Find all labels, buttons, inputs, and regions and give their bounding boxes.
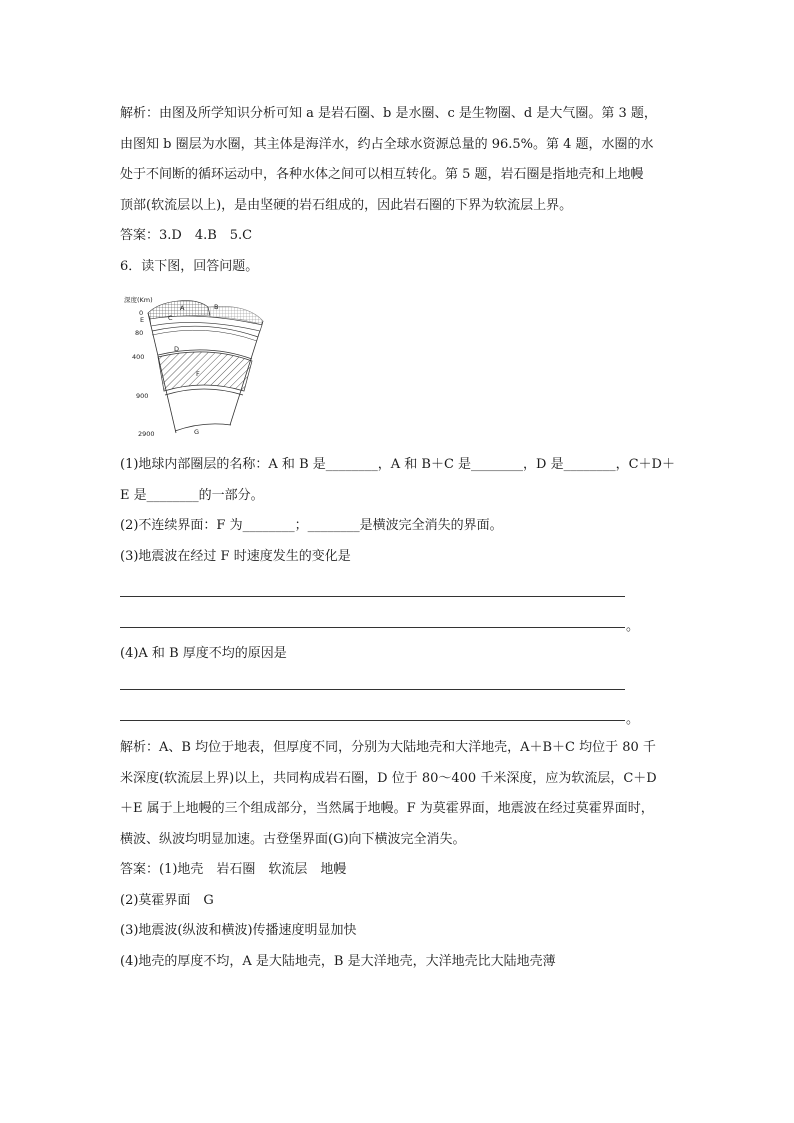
- layer-label-f: F: [196, 370, 200, 378]
- layer-label-a: A: [180, 304, 185, 312]
- depth-axis-label: 深度(Km): [124, 296, 153, 304]
- question-3: (3)地震波在经过 F 时速度发生的变化是: [120, 548, 351, 564]
- question-1-line-2: E 是________的一部分。: [120, 487, 264, 503]
- answer-blank-line: [120, 720, 625, 721]
- depth-tick-900: 900: [136, 392, 149, 400]
- depth-tick-400: 400: [132, 353, 145, 361]
- question-1-line-1: (1)地球内部圈层的名称：A 和 B 是________，A 和 B＋C 是________，D 是________，C＋D＋: [120, 457, 675, 472]
- analysis-line: ＋E 属于上地幔的三个组成部分，当然属于地幔。F 为莫霍界面，地震波在经过莫霍界面时，: [120, 801, 654, 816]
- answer-line: 答案：3.D 4.B 5.C: [120, 228, 253, 243]
- depth-tick-80: 80: [135, 329, 144, 337]
- layer-label-g: G: [194, 428, 200, 436]
- layer-label-e: E: [140, 316, 145, 324]
- question-4-block: [120, 639, 680, 670]
- sentence-period: 。: [626, 712, 640, 727]
- analysis-line: 米深度(软流层上界)以上，共同构成岩石圈，D 位于 80～400 千米深度，应为软流层，C＋D: [120, 770, 657, 786]
- layer-label-b: B: [214, 303, 219, 311]
- depth-tick-2900: 2900: [138, 430, 155, 438]
- layer-label-d: D: [174, 345, 180, 353]
- analysis-line: 解析：A、B 均位于地表，但厚度不同，分别为大陆地壳和大洋地壳，A＋B＋C 均位于 80 千: [120, 740, 656, 755]
- analysis-line: 横波、纵波均明显加速。古登堡界面(G)向下横波完全消失。: [120, 831, 466, 847]
- layer-label-c: C: [168, 314, 173, 322]
- analysis-line: 顶部(软流层以上)，是由坚硬的岩石组成的，因此岩石圈的下界为软流层上界。: [120, 197, 573, 213]
- analysis-paragraph-2: [120, 733, 680, 977]
- answer-line: (2)莫霍界面 G: [120, 892, 214, 908]
- analysis-line: 解析：由图及所学知识分析可知 a 是岩石圈、b 是水圈、c 是生物圈、d 是大气圈。第 3 题，: [120, 106, 657, 121]
- answer-line: (4)地壳的厚度不均，A 是大陆地壳，B 是大洋地壳，大洋地壳比大陆地壳薄: [120, 953, 556, 969]
- question-4: (4)A 和 B 厚度不均的原因是: [120, 646, 287, 661]
- sentence-period: 。: [626, 619, 640, 634]
- answer-blank-line: [120, 627, 625, 628]
- analysis-paragraph-1: [120, 99, 680, 282]
- question-2: (2)不连续界面：F 为________；________是横波完全消失的界面。: [120, 518, 503, 533]
- answer-blank-line: [120, 596, 625, 597]
- answer-line: (3)地震波(纵波和横波)传播速度明显加快: [120, 923, 357, 938]
- earth-layers-figure: [124, 295, 268, 440]
- depth-tick-0: 0: [139, 309, 144, 317]
- analysis-line: 由图知 b 圈层为水圈，其主体是海洋水，约占全球水资源总量的 96.5%。第 4 题，水圈的水: [120, 136, 654, 152]
- analysis-line: 处于不间断的循环运动中，各种水体之间可以相互转化。第 5 题，岩石圈是指地壳和上地幔: [120, 167, 644, 182]
- answer-blank-line: [120, 689, 625, 690]
- answer-line: 答案：(1)地壳 岩石圈 软流层 地幔: [120, 862, 347, 877]
- question-6-items: [120, 450, 680, 572]
- question-title: 6．读下图，回答问题。: [120, 258, 259, 274]
